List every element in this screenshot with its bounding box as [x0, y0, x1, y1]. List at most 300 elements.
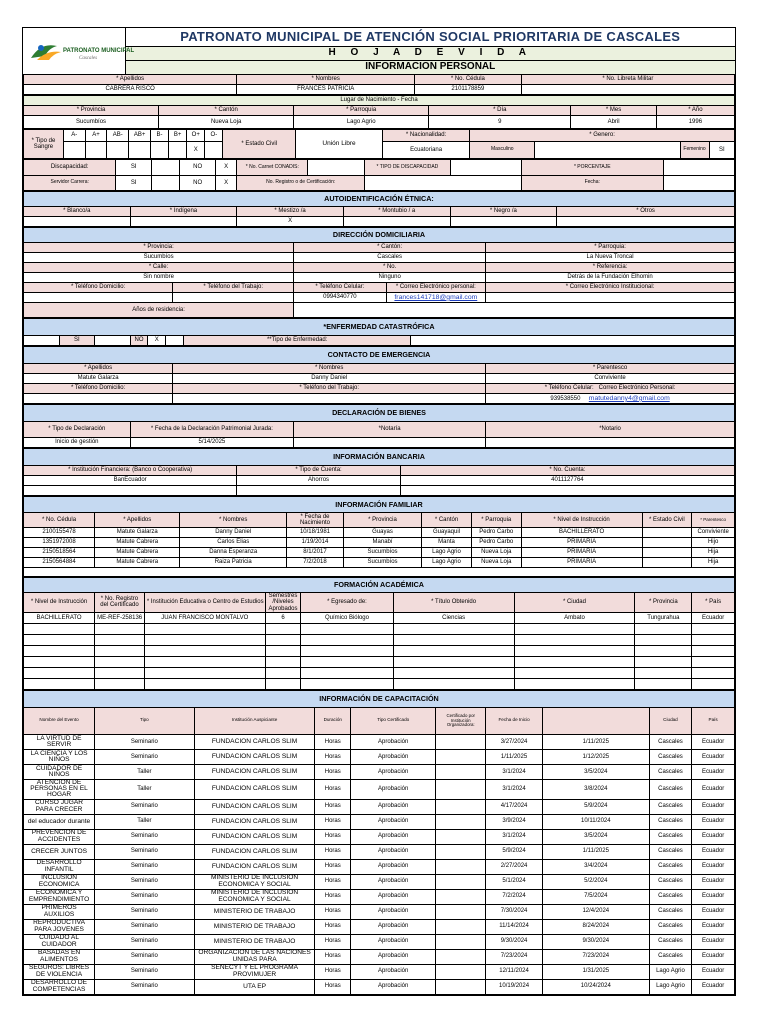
capacitacion-row-cell: CUIDADOR DE NIÑOS [24, 764, 95, 779]
label-tipo-disc: * TIPO DE DISCAPACIDAD [365, 160, 450, 176]
capacitacion-row-cell: 9/30/2024 [486, 934, 543, 949]
label-em-tel-dom: * Teléfono Domicilio: [24, 384, 173, 394]
capacitacion-row-cell [436, 979, 486, 994]
label-calle: * Calle: [24, 263, 294, 273]
capacitacion-row-cell [436, 779, 486, 799]
enf-no: NO [130, 336, 148, 346]
label-mes: * Mes [571, 106, 656, 116]
fam-header-apellidos: * Apellidos [95, 513, 180, 528]
capacitacion-row-cell: Cascales [649, 799, 692, 814]
label-masculino: Masculino [470, 141, 535, 158]
cap-header-evento: Nombre del Evento [24, 707, 95, 734]
capacitacion-row-cell: 1/11/2025 [542, 734, 649, 749]
capacitacion-row-cell: ECONOMICA Y EMPRENDIMIENTO [24, 889, 95, 904]
fam-header-parroquia: * Parroquia [471, 513, 521, 528]
familiar-row-cell: Manta [422, 538, 472, 548]
capacitacion-row [24, 799, 735, 814]
sangre-b-pos[interactable]: B+ [169, 130, 187, 142]
capacitacion-row-cell: 2/27/2024 [486, 859, 543, 874]
capacitacion-row-cell: 8/24/2024 [542, 919, 649, 934]
capacitacion-row-cell: 3/5/2024 [542, 829, 649, 844]
familiar-row-cell: Pedro Carbo [471, 538, 521, 548]
capacitacion-row-cell: Aprobación [351, 874, 436, 889]
familiar-row-cell: 2150518564 [24, 548, 95, 558]
capacitacion-row [24, 904, 735, 919]
capacitacion-row-cell: Aprobación [351, 889, 436, 904]
capacitacion-row-cell: Cascales [649, 934, 692, 949]
value-celular: 0994340770 [294, 293, 386, 303]
capacitacion-row-cell: Seminario [95, 749, 195, 764]
familiar-row-cell: Sucumbíos [343, 558, 421, 568]
capacitacion-row-cell: 1/11/2025 [486, 749, 543, 764]
familiar-row-cell: Lago Agrio [422, 548, 472, 558]
capacitacion-row-cell: Cascales [649, 749, 692, 764]
capacitacion-row-cell: Ecuador [692, 764, 735, 779]
label-blanco: * Blanco/a [24, 207, 131, 217]
label-sangre: * Tipo de Sangre [24, 130, 64, 159]
capacitacion-row-cell: Aprobación [351, 764, 436, 779]
familiar-row-cell [642, 538, 692, 548]
capacitacion-row-cell: 1/11/2025 [542, 844, 649, 859]
value-mes: Abril [571, 116, 656, 129]
emergencia-table [23, 346, 735, 404]
academica-row-cell: Ecuador [692, 612, 735, 623]
label-em-celular: * Teléfono Celular: [544, 385, 594, 392]
label-otros: * Otros [557, 207, 735, 217]
value-em-parentesco: Conviviente [486, 374, 735, 384]
label-indigena: * Indígena [130, 207, 237, 217]
capacitacion-row-cell: Seminario [95, 919, 195, 934]
label-mestizo: * Mestizo /a [237, 207, 344, 217]
capacitacion-row-cell: Horas [315, 874, 351, 889]
capacitacion-row-cell: FUNDACION CARLOS SLIM [194, 764, 315, 779]
capacitacion-row-cell [436, 889, 486, 904]
sangre-mark: X [187, 141, 205, 158]
label-discapacidad: Discapacidad: [24, 160, 116, 176]
capacitacion-row-cell: Cascales [649, 829, 692, 844]
capacitacion-row-cell: Seminario [95, 979, 195, 994]
capacitacion-row [24, 829, 735, 844]
academica-row [24, 667, 735, 678]
value-dom-parroquia: La Nueva Troncal [486, 253, 735, 263]
capacitacion-row [24, 874, 735, 889]
cap-header-pais: País [692, 707, 735, 734]
capacitacion-row-cell [436, 749, 486, 764]
capacitacion-row-cell: Ecuador [692, 949, 735, 964]
familiar-row-cell: Nueva Loja [471, 558, 521, 568]
capacitacion-row-cell: SEGUROS: LIBRES DE VIOLENCIA [24, 964, 95, 979]
capacitacion-row-cell: Ecuador [692, 979, 735, 994]
etnia-table [23, 191, 735, 227]
capacitacion-row-cell: Horas [315, 799, 351, 814]
capacitacion-row-cell: Horas [315, 934, 351, 949]
capacitacion-row [24, 749, 735, 764]
capacitacion-row-cell: Aprobación [351, 734, 436, 749]
academica-row-cell: Químico Biólogo [301, 612, 393, 623]
label-tel-trab: * Teléfono del Trabajo: [173, 283, 294, 293]
familiar-row-cell: 1/19/2014 [287, 538, 344, 548]
capacitacion-row-cell: Ecuador [692, 919, 735, 934]
value-fecha-decl: 5/14/2025 [130, 438, 294, 448]
value-no: Ninguno [294, 273, 486, 283]
label-provincia: * Provincia [24, 106, 159, 116]
capacitacion-row-cell: Horas [315, 949, 351, 964]
page-subtitle: H O J A D E V I D A [125, 47, 735, 61]
label-em-tel-trab: * Teléfono del Trabajo: [173, 384, 486, 394]
capacitacion-row-cell: 3/8/2024 [542, 779, 649, 799]
capacitacion-row-cell: Ecuador [692, 829, 735, 844]
fam-header-cedula: * No. Cédula [24, 513, 95, 528]
sangre-o-neg[interactable]: O- [205, 130, 223, 142]
familiar-row-cell: Manabí [343, 538, 421, 548]
familiar-row-cell: Matute Cabrera [95, 548, 180, 558]
label-correo-inst: * Correo Electrónico Institucional: [486, 283, 735, 293]
label-apellidos: * Apellidos [24, 75, 237, 85]
academica-row [24, 623, 735, 634]
capacitacion-row [24, 964, 735, 979]
capacitacion-row-cell: 3/1/2024 [486, 764, 543, 779]
capacitacion-row-cell: Lago Agrio [649, 979, 692, 994]
label-fecha: Fecha: [521, 176, 663, 191]
capacitacion-row-cell: Horas [315, 904, 351, 919]
value-provincia: Sucumbíos [24, 116, 159, 129]
capacitacion-row-cell: Aprobación [351, 964, 436, 979]
label-em-celular-correo [486, 384, 735, 394]
capacitacion-row-cell: FUNDACION CARLOS SLIM [194, 734, 315, 749]
discapacidad-table [23, 159, 735, 191]
capacitacion-row-cell [436, 764, 486, 779]
familiar-row-cell: Danny Daniel [180, 528, 287, 538]
capacitacion-row-cell: Aprobación [351, 919, 436, 934]
label-em-nombres: * Nombres [173, 364, 486, 374]
familiar-row-cell: Conviviente [692, 528, 735, 538]
capacitacion-row [24, 779, 735, 799]
familiar-row-cell: Guayaquil [422, 528, 472, 538]
page-title: PATRONATO MUNICIPAL DE ATENCIÓN SOCIAL PRIORITARIA DE CASCALES [125, 28, 735, 47]
sangre-b-neg[interactable]: B- [150, 130, 168, 142]
capacitacion-row-cell: Ecuador [692, 874, 735, 889]
value-genero-si: SI [709, 141, 734, 158]
capacitacion-rows [24, 734, 735, 994]
capacitacion-row-cell: LA CIENCIA Y LOS NIÑOS [24, 749, 95, 764]
capacitacion-row-cell: Horas [315, 764, 351, 779]
capacitacion-row-cell: Cascales [649, 814, 692, 829]
fam-header-provincia: * Provincia [343, 513, 421, 528]
academica-row-cell: JUAN FRANCISCO MONTALVO [144, 612, 265, 623]
label-tel-dom: * Teléfono Domicilio: [24, 283, 173, 293]
academica-row-cell: Ciencias [393, 612, 514, 623]
capacitacion-row-cell: Cascales [649, 859, 692, 874]
section-capacitacion: INFORMACIÓN DE CAPACITACIÓN [24, 690, 735, 707]
label-porcentaje: * PORCENTAJE [521, 160, 663, 176]
label-inst-fin: * Institución Financiera: (Banco o Cooperativa) [24, 466, 237, 476]
sangre-ab-pos[interactable]: AB+ [129, 130, 151, 142]
fam-header-nombres: * Nombres [180, 513, 287, 528]
capacitacion-row-cell: Aprobación [351, 979, 436, 994]
cap-header-fecha-fin [542, 707, 649, 734]
familiar-row [24, 528, 735, 538]
section-academica: FORMACIÓN ACADÉMICA [24, 578, 735, 593]
cap-header-organizadora: Certificado por Institución Organizadora: [436, 707, 486, 734]
capacitacion-row-cell: PRIMEROS AUXILIOS [24, 904, 95, 919]
fam-header-canton: * Cantón [422, 513, 472, 528]
cap-header-ciudad: Ciudad [649, 707, 692, 734]
capacitacion-row-cell: Ecuador [692, 964, 735, 979]
capacitacion-row-cell [436, 964, 486, 979]
label-tipo-cuenta: * Tipo de Cuenta: [237, 466, 401, 476]
capacitacion-row-cell: Seminario [95, 949, 195, 964]
capacitacion-row-cell: LA VIRTUD DE SERVIR [24, 734, 95, 749]
blood-civil-table [23, 129, 735, 159]
capacitacion-row-cell: FUNDACION CARLOS SLIM [194, 829, 315, 844]
fam-header-civil: * Estado Civil [642, 513, 692, 528]
serv-si: SI [116, 176, 152, 191]
capacitacion-row-cell: Ecuador [692, 734, 735, 749]
capacitacion-row-cell: 12/11/2024 [486, 964, 543, 979]
capacitacion-row-cell: Ecuador [692, 844, 735, 859]
capacitacion-row-cell: Ecuador [692, 749, 735, 764]
capacitacion-row-cell [436, 859, 486, 874]
bancaria-table [23, 448, 735, 496]
capacitacion-row [24, 844, 735, 859]
section-personal-title: INFORMACION PERSONAL [125, 61, 735, 75]
capacitacion-row [24, 764, 735, 779]
value-dia: 9 [429, 116, 571, 129]
section-etnia: AUTOIDENTIFICACIÓN ÉTNICA: [24, 192, 735, 207]
value-tipo-cuenta: Ahorros [237, 476, 401, 486]
capacitacion-row-cell: Cascales [649, 949, 692, 964]
capacitacion-row-cell: Taller [95, 764, 195, 779]
label-tipo-decl: * Tipo de Declaración [24, 422, 131, 438]
acad-header-egresado: * Egresado de: [301, 593, 393, 613]
familiar-row-cell: 10/18/1981 [287, 528, 344, 538]
capacitacion-row-cell: 5/9/2024 [486, 844, 543, 859]
hoja-de-vida-sheet [22, 27, 736, 996]
capacitacion-row-cell: Seminario [95, 904, 195, 919]
etnia-mark: X [237, 217, 344, 227]
capacitacion-row-cell [436, 874, 486, 889]
capacitacion-row-cell: Seminario [95, 844, 195, 859]
enf-si: SI [59, 336, 95, 346]
capacitacion-row-cell: FUNDACION CARLOS SLIM [194, 814, 315, 829]
label-nacimiento: Lugar de Nacimiento - Fecha [24, 96, 735, 106]
label-fecha-decl: * Fecha de la Declaración Patrimonial Jurada: [130, 422, 294, 438]
sangre-ab-neg[interactable]: AB- [107, 130, 129, 142]
fam-header-parentesco: * Parentesco [692, 513, 735, 528]
value-referencia: Detrás de la Fundación Elhomin [486, 273, 735, 283]
acad-header-ciudad: * Ciudad [514, 593, 635, 613]
academica-row [24, 656, 735, 667]
capacitacion-row-cell: Cascales [649, 734, 692, 749]
value-libreta [521, 85, 734, 95]
label-notario: *Notario [486, 422, 735, 438]
capacitacion-row-cell: Lago Agrio [649, 964, 692, 979]
capacitacion-row-cell: Seminario [95, 889, 195, 904]
capacitacion-row-cell: Horas [315, 779, 351, 799]
section-bienes: DECLARACIÓN DE BIENES [24, 405, 735, 422]
personal-info-table [23, 74, 735, 95]
value-inst-fin: BanEcuador [24, 476, 237, 486]
capacitacion-row-cell: Horas [315, 734, 351, 749]
academica-row-cell: 6 [265, 612, 301, 623]
label-notaria: *Notaría [294, 422, 486, 438]
familiar-row [24, 538, 735, 548]
value-em-celular: 939538550 [550, 395, 581, 402]
value-nombres: FRANCES PATRICIA [237, 85, 415, 95]
familiar-row-cell: Hijo [692, 538, 735, 548]
capacitacion-row-cell: 5/9/2024 [542, 799, 649, 814]
capacitacion-row-cell: Aprobación [351, 779, 436, 799]
label-correo: * Correo Electrónico personal: [386, 283, 486, 293]
label-canton: * Cantón [159, 106, 294, 116]
label-montubio: * Montubio / a [343, 207, 450, 217]
capacitacion-row-cell: 3/27/2024 [486, 734, 543, 749]
familiar-row-cell: Matute Cabrera [95, 558, 180, 568]
enf-mark: X [148, 336, 166, 346]
capacitacion-row-cell [436, 934, 486, 949]
capacitacion-row-cell: PREVENCION DE ACCIDENTES [24, 829, 95, 844]
capacitacion-row-cell: Aprobación [351, 814, 436, 829]
capacitacion-row-cell: INCLUSION ECONOMICA [24, 874, 95, 889]
capacitacion-table [23, 690, 735, 995]
capacitacion-row [24, 889, 735, 904]
acad-header-nivel: * Nivel de Instrucción [24, 593, 95, 613]
capacitacion-row-cell: Aprobación [351, 749, 436, 764]
academica-row-cell: Tungurahua [635, 612, 692, 623]
capacitacion-row-cell: 11/14/2024 [486, 919, 543, 934]
section-enfermedad: *ENFERMEDAD CATASTRÓFICA [24, 319, 735, 336]
capacitacion-row [24, 979, 735, 994]
section-emergencia: CONTACTO DE EMERGENCIA [24, 347, 735, 364]
capacitacion-row-cell: Horas [315, 844, 351, 859]
familiar-row-cell [642, 548, 692, 558]
section-domicilio: DIRECCIÓN DOMICILIARIA [24, 228, 735, 243]
label-libreta: * No. Libreta Militar [521, 75, 734, 85]
familiar-rows [24, 528, 735, 568]
capacitacion-row-cell: MINISTERIO DE TRABAJO [194, 904, 315, 919]
familiar-row-cell: BACHILLERATO [521, 528, 642, 538]
capacitacion-row-cell: 10/11/2024 [542, 814, 649, 829]
capacitacion-row-cell: 9/30/2024 [542, 934, 649, 949]
familiar-row-cell: PRIMARIA [521, 548, 642, 558]
capacitacion-row-cell: Cascales [649, 889, 692, 904]
sangre-a-pos[interactable]: A+ [85, 130, 107, 142]
capacitacion-row-cell: CRECER JUNTOS [24, 844, 95, 859]
capacitacion-row-cell: Ecuador [692, 889, 735, 904]
capacitacion-row-cell: Aprobación [351, 949, 436, 964]
label-civil: * Estado Civil [223, 130, 296, 159]
label-negro: * Negro /a [450, 207, 557, 217]
value-nacionalidad: Ecuatoriana [383, 141, 470, 158]
capacitacion-row [24, 814, 735, 829]
capacitacion-row-cell: CUIDADO AL CUIDADOR [24, 934, 95, 949]
academica-table [23, 577, 735, 690]
sangre-o-pos[interactable]: O+ [187, 130, 205, 142]
value-canton: Nueva Loja [159, 116, 294, 129]
capacitacion-row-cell: Seminario [95, 874, 195, 889]
serv-mark: X [215, 176, 236, 191]
label-no-cuenta: * No. Cuenta: [400, 466, 734, 476]
cap-header-duracion: Duración [315, 707, 351, 734]
capacitacion-row-cell: DESARROLLO DE COMPETENCIAS [24, 979, 95, 994]
familiar-row-cell: 2100155478 [24, 528, 95, 538]
capacitacion-row [24, 934, 735, 949]
label-celular: * Teléfono Celular: [294, 283, 386, 293]
familiar-row-cell: Pedro Carbo [471, 528, 521, 538]
capacitacion-row-cell: Aprobación [351, 904, 436, 919]
familiar-row-cell [642, 558, 692, 568]
capacitacion-row-cell: Cascales [649, 844, 692, 859]
familiar-row [24, 558, 735, 568]
capacitacion-row-cell: Aprobación [351, 859, 436, 874]
capacitacion-row-cell: REPRODUCTIVA PARA JOVENES [24, 919, 95, 934]
label-registro: No. Registro o de Certificación: [237, 176, 365, 191]
value-no-cuenta: 4011127764 [400, 476, 734, 486]
acad-header-provincia: * Provincia [635, 593, 692, 613]
capacitacion-row-cell: Horas [315, 859, 351, 874]
capacitacion-row-cell: FUNDACION CARLOS SLIM [194, 859, 315, 874]
logo-text: PATRONATO MUNICIPAL [63, 48, 135, 54]
section-bancaria: INFORMACIÓN BANCARIA [24, 449, 735, 466]
capacitacion-row-cell [436, 904, 486, 919]
capacitacion-row-cell: MINISTERIO DE TRABAJO [194, 934, 315, 949]
capacitacion-row-cell: FUNDACION CARLOS SLIM [194, 799, 315, 814]
capacitacion-row-cell: SENECYT Y EL PROGRAMA PROVIMUJER [194, 964, 315, 979]
familiar-row-cell: 1351972008 [24, 538, 95, 548]
label-nacionalidad: * Nacionalidad: [383, 130, 470, 142]
label-tipo-enf: **Tipo de Enfermedad: [183, 336, 411, 346]
familiar-row-cell: Lago Agrio [422, 558, 472, 568]
label-dia: * Día [429, 106, 571, 116]
capacitacion-row-cell [436, 829, 486, 844]
capacitacion-row-cell: Seminario [95, 964, 195, 979]
capacitacion-row-cell: Ecuador [692, 799, 735, 814]
cap-header-tipo: Tipo [95, 707, 195, 734]
capacitacion-row-cell: ORGANIZACION DE LAS NACIONES UNIDAS PARA [194, 949, 315, 964]
capacitacion-row-cell: Seminario [95, 859, 195, 874]
capacitacion-row-cell: Seminario [95, 934, 195, 949]
capacitacion-row-cell: 7/2/2024 [486, 889, 543, 904]
capacitacion-row-cell: 3/9/2024 [486, 814, 543, 829]
acad-header-titulo: * Título Obtenido [393, 593, 514, 613]
familiar-row-cell: Raiza Patricia [180, 558, 287, 568]
academica-row-cell: ME-REF-258136 [95, 612, 145, 623]
capacitacion-row-cell: 10/24/2024 [542, 979, 649, 994]
familiar-row-cell [642, 528, 692, 538]
label-em-parentesco: * Parentesco [486, 364, 735, 374]
sangre-a-neg[interactable]: A- [63, 130, 85, 142]
domicilio-table [23, 227, 735, 318]
em-email-link[interactable]: matutedanny4@gmail.com [588, 394, 670, 402]
familiar-row-cell: Sucumbíos [343, 548, 421, 558]
capacitacion-row-cell: ATENCION DE PERSONAS EN EL HOGAR [24, 779, 95, 799]
email-link[interactable]: frances141718@gmail.com [394, 293, 478, 301]
cap-header-institucion: Institución Auspiciante [194, 707, 315, 734]
capacitacion-row-cell: Horas [315, 919, 351, 934]
capacitacion-row-cell: 7/23/2024 [486, 949, 543, 964]
capacitacion-row-cell [436, 844, 486, 859]
label-no: * No. [294, 263, 486, 273]
value-calle: Sin nombre [24, 273, 294, 283]
familiar-row [24, 548, 735, 558]
capacitacion-row-cell: 1/12/2025 [542, 749, 649, 764]
cap-header-certificado: Tipo Certificado [351, 707, 436, 734]
disc-si: SI [116, 160, 152, 176]
capacitacion-row-cell: Seminario [95, 799, 195, 814]
capacitacion-row [24, 734, 735, 749]
capacitacion-row-cell: MINISTERIO DE INCLUSION ECONOMICA Y SOCIAL [194, 874, 315, 889]
label-anio: * Año [656, 106, 734, 116]
